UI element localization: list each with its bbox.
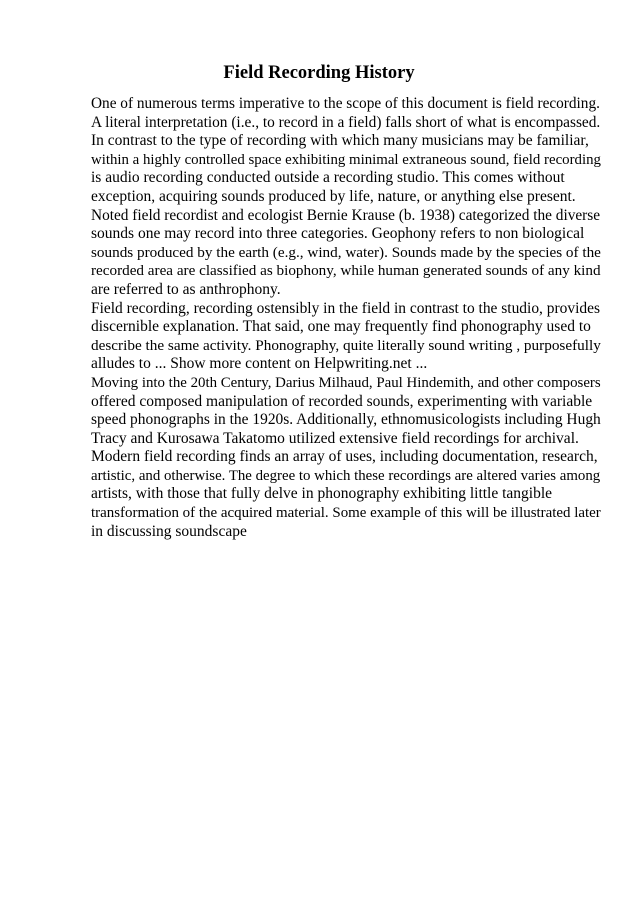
body-line: Modern field recording finds an array of uses, including documentation, research, <box>91 448 598 466</box>
body-line: In contrast to the type of recording with which many musicians may be familiar, <box>91 132 589 150</box>
body-line: sounds one may record into three categories. Geophony refers to non biological <box>91 225 585 243</box>
body-line: Tracy and Kurosawa Takatomo utilized extensive field recordings for archival. <box>91 429 579 447</box>
body-line: in discussing soundscape <box>91 522 247 540</box>
body-line: artists, with those that fully delve in phonography exhibiting little tangible <box>91 485 553 503</box>
body-line: A literal interpretation (i.e., to record in a field) falls short of what is encompassed. <box>91 113 601 131</box>
body-line: speed phonographs in the 1920s. Additionally, ethnomusicologists including Hugh <box>91 411 601 429</box>
body-line: within a highly controlled space exhibiting minimal extraneous sound, field recording <box>91 151 601 168</box>
body-line: discernible explanation. That said, one may frequently find phonography used to <box>91 318 591 336</box>
body-line: offered composed manipulation of recorded sounds, experimenting with variable <box>91 392 593 410</box>
body-line: One of numerous terms imperative to the scope of this document is field recording. <box>91 95 600 112</box>
body-line: describe the same activity. Phonography, quite literally sound writing , purposefully <box>91 336 601 354</box>
body-line: artistic, and otherwise. The degree to which these recordings are altered varies among <box>91 467 601 484</box>
body-line: transformation of the acquired material. Some example of this will be illustrated later <box>91 505 601 522</box>
body-line: are referred to as anthrophony. <box>91 280 281 298</box>
body-line: is audio recording conducted outside a recording studio. This comes without <box>91 169 565 187</box>
body-line: recorded area are classified as biophony, while human generated sounds of any kind <box>91 262 601 280</box>
body-line: Field recording, recording ostensibly in the field in contrast to the studio, provides <box>91 299 600 317</box>
body-line: exception, acquiring sounds produced by life, nature, or anything else present. <box>91 187 576 205</box>
body-line: sounds produced by the earth (e.g., wind, water). Sounds made by the species of the <box>91 243 601 261</box>
document-body <box>91 95 601 541</box>
document-title: Field Recording History <box>223 63 415 83</box>
body-line: Noted field recordist and ecologist Bernie Krause (b. 1938) categorized the diverse <box>91 206 601 224</box>
body-line: Moving into the 20th Century, Darius Milhaud, Paul Hindemith, and other composers <box>91 374 601 391</box>
body-line: alludes to ... Show more content on Helpwriting.net ... <box>91 355 428 373</box>
